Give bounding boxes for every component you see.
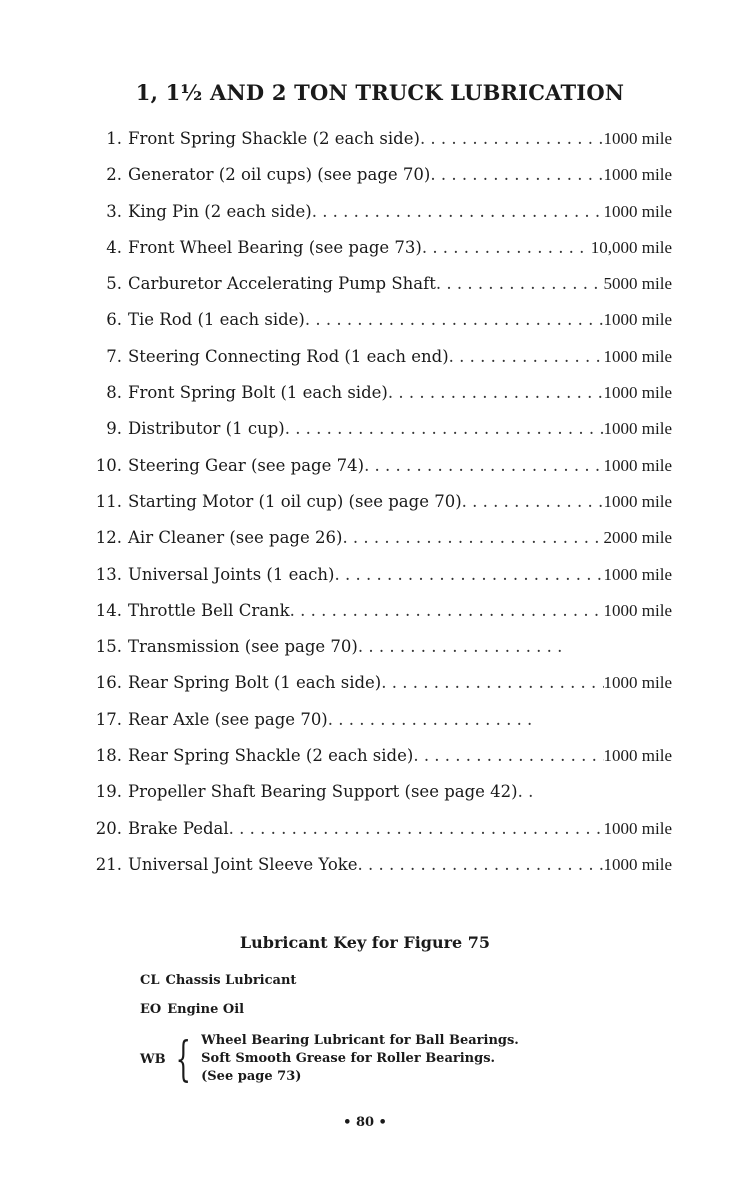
key-text: (See page 73) xyxy=(201,1069,302,1084)
leader-dots xyxy=(285,419,604,438)
item-number: 17. xyxy=(95,709,122,729)
item-label: Transmission (see page 70) xyxy=(128,637,358,657)
item-label: Steering Gear (see page 74) xyxy=(128,455,365,475)
key-code: EO xyxy=(140,1002,162,1017)
key-text: Engine Oil xyxy=(167,1002,245,1017)
item-interval: 1000 mile xyxy=(603,600,672,620)
item-number: 10. xyxy=(95,455,122,475)
list-item xyxy=(82,673,672,709)
item-interval: 1000 mile xyxy=(603,201,672,221)
leader-dots xyxy=(518,782,538,801)
leader-dots xyxy=(413,746,603,765)
key-text: Wheel Bearing Lubricant for Ball Bearings. xyxy=(201,1033,519,1048)
key-text-lines xyxy=(201,1032,519,1086)
item-label: Tie Rod (1 each side) xyxy=(128,310,305,330)
leader-dots xyxy=(312,202,604,221)
item-interval: 1000 mile xyxy=(603,746,672,766)
item-label: Distributor (1 cup) xyxy=(128,419,285,439)
lubrication-list xyxy=(82,129,672,891)
leader-dots xyxy=(430,165,603,184)
item-label: Throttle Bell Crank xyxy=(128,600,290,620)
key-text: Soft Smooth Grease for Roller Bearings. xyxy=(201,1051,496,1066)
leader-dots xyxy=(388,383,604,402)
item-number: 20. xyxy=(95,818,122,838)
leader-dots xyxy=(305,310,604,329)
list-item xyxy=(82,492,672,528)
list-item xyxy=(82,528,672,564)
item-number: 5. xyxy=(106,274,122,294)
item-label: Air Cleaner (see page 26) xyxy=(128,528,343,548)
leader-dots xyxy=(290,601,604,620)
item-interval: 1000 mile xyxy=(603,491,672,511)
item-label: Steering Connecting Rod (1 each end) xyxy=(128,346,449,366)
list-item xyxy=(82,456,672,492)
item-interval: 1000 mile xyxy=(603,310,672,330)
item-label: Propeller Shaft Bearing Support (see page 42) xyxy=(128,782,518,802)
leader-dots xyxy=(358,637,568,656)
item-number: 15. xyxy=(95,637,122,657)
leader-dots xyxy=(229,819,604,838)
item-number: 18. xyxy=(95,746,122,766)
list-item xyxy=(82,710,672,746)
key-text: Chassis Lubricant xyxy=(165,973,297,988)
list-item xyxy=(82,129,672,165)
item-interval: 1000 mile xyxy=(603,673,672,693)
list-item xyxy=(82,202,672,238)
item-number: 7. xyxy=(106,346,122,366)
item-number: 19. xyxy=(95,782,122,802)
item-interval: 1000 mile xyxy=(603,419,672,439)
leader-dots xyxy=(381,673,603,692)
leader-dots xyxy=(358,855,604,874)
list-item xyxy=(82,855,672,891)
item-number: 1. xyxy=(106,129,122,148)
list-item xyxy=(82,746,672,782)
leader-dots xyxy=(422,238,591,257)
lubricant-key-title: Lubricant Key for Figure 75 xyxy=(239,933,491,952)
item-label: Universal Joints (1 each) xyxy=(128,564,335,584)
item-number: 9. xyxy=(106,419,122,439)
item-interval: 1000 mile xyxy=(603,383,672,403)
item-interval: 1000 mile xyxy=(603,455,672,475)
leader-dots xyxy=(420,129,604,148)
page-number: • 80 • xyxy=(343,1115,387,1130)
item-label: Rear Spring Bolt (1 each side) xyxy=(128,673,382,693)
leader-dots xyxy=(462,492,604,511)
item-label: Rear Axle (see page 70) xyxy=(128,709,328,729)
item-interval: 1000 mile xyxy=(603,165,672,185)
item-label: Starting Motor (1 oil cup) (see page 70) xyxy=(128,491,462,511)
page-title: 1, 1½ AND 2 TON TRUCK LUBRICATION xyxy=(135,80,625,105)
key-code: CL xyxy=(140,973,160,988)
item-number: 6. xyxy=(106,310,122,330)
item-number: 3. xyxy=(106,201,122,221)
item-interval: 1000 mile xyxy=(603,854,672,874)
item-interval: 1000 mile xyxy=(603,129,672,148)
key-entry-wb xyxy=(140,1032,519,1086)
item-interval: 10,000 mile xyxy=(590,237,672,257)
leader-dots xyxy=(436,274,604,293)
brace-icon: { xyxy=(175,1031,191,1087)
item-number: 16. xyxy=(95,673,122,693)
item-number: 21. xyxy=(95,854,122,874)
list-item xyxy=(82,165,672,201)
leader-dots xyxy=(335,565,604,584)
item-label: Rear Spring Shackle (2 each side) xyxy=(128,746,414,766)
item-number: 13. xyxy=(95,564,122,584)
item-number: 4. xyxy=(106,237,122,257)
leader-dots xyxy=(328,710,538,729)
leader-dots xyxy=(342,528,603,547)
list-item xyxy=(82,637,672,673)
list-item xyxy=(82,347,672,383)
item-label: Generator (2 oil cups) (see page 70) xyxy=(128,165,431,185)
item-interval: 5000 mile xyxy=(603,274,672,294)
list-item xyxy=(82,419,672,455)
list-item xyxy=(82,782,672,818)
item-label: Front Wheel Bearing (see page 73) xyxy=(128,237,422,257)
leader-dots xyxy=(364,456,603,475)
key-code: WB xyxy=(140,1051,166,1067)
item-label: Universal Joint Sleeve Yoke xyxy=(128,854,358,874)
item-interval: 1000 mile xyxy=(603,564,672,584)
list-item xyxy=(82,310,672,346)
key-entry-cl xyxy=(140,973,296,988)
list-item xyxy=(82,383,672,419)
list-item xyxy=(82,601,672,637)
item-label: Brake Pedal xyxy=(128,818,229,838)
item-number: 8. xyxy=(106,383,122,403)
item-number: 12. xyxy=(95,528,122,548)
item-number: 14. xyxy=(95,600,122,620)
leader-dots xyxy=(449,347,604,366)
list-item xyxy=(82,238,672,274)
item-label: Front Spring Bolt (1 each side) xyxy=(128,383,388,403)
item-number: 2. xyxy=(106,165,122,185)
item-label: Carburetor Accelerating Pump Shaft xyxy=(128,274,436,294)
key-entry-eo xyxy=(140,1002,244,1017)
list-item xyxy=(82,274,672,310)
item-interval: 1000 mile xyxy=(603,346,672,366)
item-interval: 2000 mile xyxy=(603,528,672,548)
item-label: Front Spring Shackle (2 each side) xyxy=(128,129,420,148)
item-interval: 1000 mile xyxy=(603,818,672,838)
list-item xyxy=(82,565,672,601)
item-number: 11. xyxy=(95,491,122,511)
list-item xyxy=(82,819,672,855)
item-label: King Pin (2 each side) xyxy=(128,201,312,221)
